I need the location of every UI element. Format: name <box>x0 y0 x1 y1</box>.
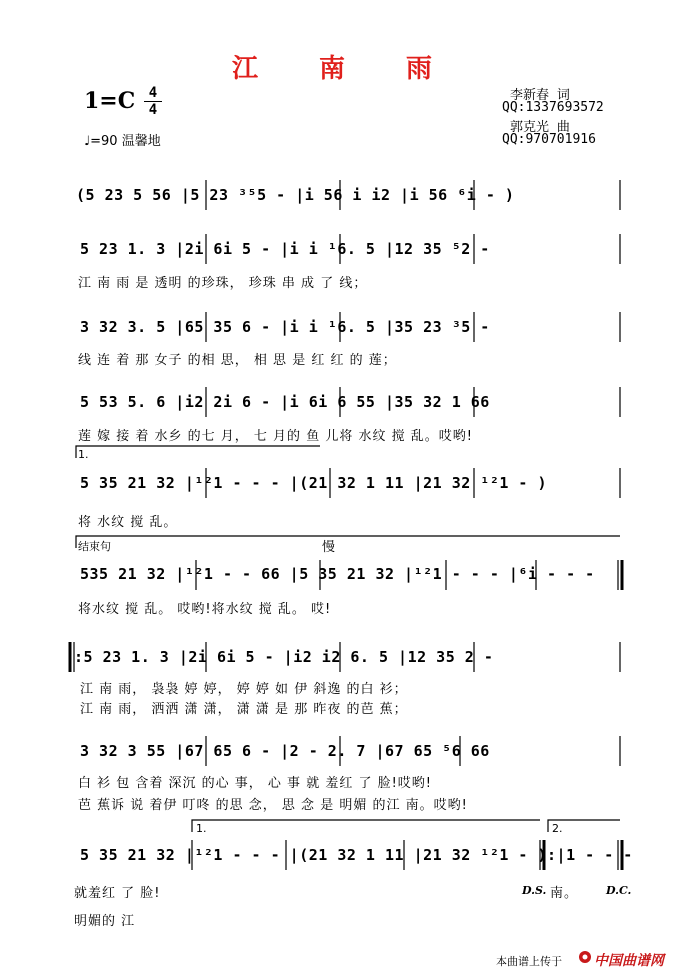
notation-row-4: 5 53 5. 6 |i2 2i 6 - |i 6i 6 55 |35 32 1 66 <box>80 393 490 411</box>
tempo-slow: 慢 <box>322 540 337 555</box>
volta-1-label: 1. <box>78 448 89 461</box>
lyric-row-8b: 芭 蕉诉 说 着伊 叮咚 的思 念， 思 念 是 明媚 的江 南。哎哟! <box>78 798 468 813</box>
notation-row-5: 5 35 21 32 |¹²1 - - - |(21 32 1 11 |21 32 ¹²1 - ) <box>80 474 548 492</box>
meter-bottom: 4 <box>148 102 158 118</box>
lyric-row-9b: 明媚的 江 <box>74 914 136 929</box>
notation-row-6: 535 21 32 |¹²1 - - 66 |5 35 21 32 |¹²1 - - - |⁶i - - - <box>80 565 595 583</box>
notation-row-3: 3 32 3. 5 |65 35 6 - |i i ¹6. 5 |35 23 ³5 - <box>80 318 490 336</box>
lyric-row-8a: 白 衫 包 含着 深沉 的心 事， 心 事 就 羞红 了 脸!哎哟! <box>78 776 433 791</box>
notation-row-1: (5 23 5 56 |5 23 ³⁵5 - |i 56 i i2 |i 56 ⁶i - ) <box>76 186 515 204</box>
dc-marker: D.C. <box>606 884 632 897</box>
lyric-row-9a: 就羞红 了 脸! <box>74 886 161 901</box>
composer-qq: QQ:970701916 <box>502 132 596 147</box>
notation-row-7: :5 23 1. 3 |2i 6i 5 - |i2 i2 6. 5 |12 35 2 - <box>74 648 494 666</box>
site-logo[interactable]: 中国曲谱网 <box>594 953 664 969</box>
lyricist-credit: 李新春 词 <box>510 88 570 103</box>
page-title: 江 南 雨 <box>231 54 459 84</box>
tempo-marking: ♩=90 温馨地 <box>84 134 161 149</box>
volta-1-label-final: 1. <box>196 822 207 835</box>
lyric-row-4: 莲 嫁 接 着 水乡 的七 月， 七 月的 鱼 儿将 水纹 搅 乱。哎哟! <box>78 429 473 444</box>
lyric-row-3: 线 连 着 那 女子 的相 思， 相 思 是 红 红 的 莲； <box>78 353 397 368</box>
meter-top: 4 <box>148 85 158 101</box>
notation-row-2: 5 23 1. 3 |2i 6i 5 - |i i ¹6. 5 |12 35 ⁵2 - <box>80 240 490 258</box>
volta-2-label: 2. <box>552 822 563 835</box>
lyric-row-5: 将 水纹 搅 乱。 <box>78 515 178 530</box>
key-signature: 1=C <box>84 88 136 114</box>
ds-marker: D.S. <box>522 884 547 897</box>
ending-label: 结束句 <box>78 540 111 553</box>
lyric-row-7b: 江 南 雨， 洒洒 潇 潇， 潇 潇 是 那 昨夜 的芭 蕉； <box>80 702 408 717</box>
lyric-row-2: 江 南 雨 是 透明 的珍珠， 珍珠 串 成 了 线； <box>78 276 368 291</box>
site-logo-icon <box>578 950 592 964</box>
lyric-row-7a: 江 南 雨， 袅袅 婷 婷， 婷 婷 如 伊 斜逸 的白 衫； <box>80 682 408 697</box>
lyricist-qq: QQ:1337693572 <box>502 100 604 115</box>
composer-credit: 郭克光 曲 <box>510 120 570 135</box>
footer-text: 本曲谱上传于 <box>496 955 562 968</box>
notation-row-9: 5 35 21 32 |¹²1 - - - |(21 32 1 11 |21 32 ¹²1 - ):|1 - - - <box>80 846 633 864</box>
lyric-nan: 南。 <box>550 886 579 901</box>
lyric-row-6: 将水纹 搅 乱。 哎哟!将水纹 搅 乱。 哎! <box>78 602 332 617</box>
notation-row-8: 3 32 3 55 |67 65 6 - |2 - 2. 7 |67 65 ⁵6 66 <box>80 742 490 760</box>
